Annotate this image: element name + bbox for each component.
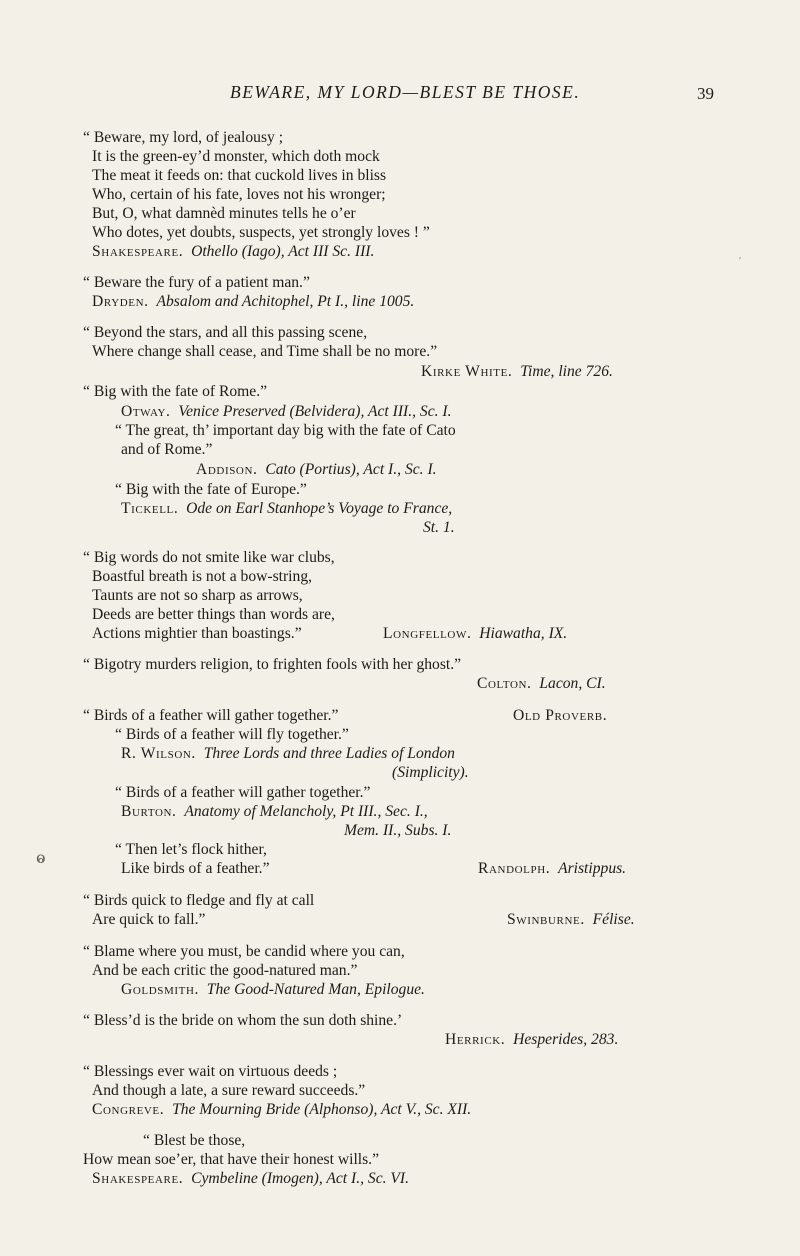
attribution-author: R. Wilson. [121,745,196,762]
running-head: BEWARE, MY LORD—BLEST BE THOSE. [230,82,581,102]
attribution-author: Congreve. [92,1101,165,1118]
attribution-author: Shakespeare. [92,1170,184,1187]
attribution-work: Three Lords and three Ladies of London [203,745,455,762]
attribution-work: Hesperides, 283. [513,1031,619,1048]
attribution [383,624,567,644]
attribution [477,674,606,694]
attribution [92,292,414,312]
quote-line: “ The great, th’ important day big with the fate of Cato [115,422,456,439]
attribution-author: Addison. [196,461,258,478]
attribution [445,1030,618,1050]
quote-line: “ Big with the fate of Rome.” [83,383,268,400]
attribution [421,362,613,382]
attribution-work: The Mourning Bride (Alphonso), Act V., Sc. XII. [172,1101,472,1118]
attribution [507,910,635,930]
quote-line: And though a late, a sure reward succeeds.” [92,1082,366,1099]
quote-line: Who, certain of his fate, loves not his wronger; [92,186,386,203]
quote-line: “ Beware, my lord, of jealousy ; [83,129,284,146]
attribution [121,744,455,764]
quote-line: But, O, what damnèd minutes tells he o’er [92,205,356,222]
quote-line: “ Beware the fury of a patient man.” [83,274,310,291]
attribution-work: Hiawatha, IX. [479,625,568,642]
attribution-author: Old Proverb. [513,707,608,724]
quote-line: “ Big with the fate of Europe.” [115,481,307,498]
quote-line: “ Birds of a feather will gather together.” [115,784,371,801]
quote-line: “ Blessings ever wait on virtuous deeds ; [83,1063,338,1080]
quote-line: Actions mightier than boastings.” [92,625,302,642]
attribution [92,242,374,262]
attribution [121,980,425,1000]
quote-line: and of Rome.” [121,441,213,458]
quote-line: Boastful breath is not a bow-string, [92,568,313,585]
quote-line: Are quick to fall.” [92,911,206,928]
attribution-work: Aristippus. [558,860,627,877]
attribution-author: Randolph. [478,860,551,877]
attribution-work-cont: (Simplicity). [392,764,469,781]
attribution-author: Burton. [121,803,177,820]
attribution-author: Kirke White. [421,363,513,380]
attribution [478,859,626,879]
quote-line: Taunts are not so sharp as arrows, [92,587,303,604]
quote-line: It is the green-ey’d monster, which doth mock [92,148,380,165]
attribution-work: Absalom and Achitophel, Pt I., line 1005. [156,293,415,310]
quote-line: “ Birds of a feather will gather together.” [83,707,339,724]
attribution-work-cont: Mem. II., Subs. I. [344,822,452,839]
attribution-author: Herrick. [445,1031,506,1048]
attribution [121,402,452,422]
attribution-work-cont: St. 1. [423,519,455,536]
attribution [121,499,452,519]
quote-line: “ Beyond the stars, and all this passing scene, [83,324,368,341]
attribution-author: Longfellow. [383,625,472,642]
attribution-work: Venice Preserved (Belvidera), Act III., Sc. I. [178,403,452,420]
quote-line: “ Blest be those, [143,1132,246,1149]
attribution-author: Dryden. [92,293,149,310]
quote-line: The meat it feeds on: that cuckold lives in bliss [92,167,387,184]
quote-line: “ Bless’d is the bride on whom the sun doth shine.’ [83,1012,403,1029]
attribution-author: Colton. [477,675,532,692]
quote-line: How mean soe’er, that have their honest wills.” [83,1151,379,1168]
edge-tick-mark: ′ [739,256,742,267]
attribution-work: Cymbeline (Imogen), Act I., Sc. VI. [191,1170,410,1187]
attribution-work: Félise. [592,911,635,928]
margin-pencil-mark: ⱺ [36,850,46,867]
quote-line: “ Big words do not smite like war clubs, [83,549,335,566]
attribution-work: Cato (Portius), Act I., Sc. I. [265,461,437,478]
quote-line: And be each critic the good-natured man.” [92,962,358,979]
attribution-work: The Good-Natured Man, Epilogue. [206,981,425,998]
quote-line: Like birds of a feather.” [121,860,270,877]
attribution-work: Ode on Earl Stanhope’s Voyage to France, [186,500,453,517]
attribution [92,1169,409,1189]
attribution-author: Goldsmith. [121,981,199,998]
attribution [92,1100,471,1120]
attribution-author: Shakespeare. [92,243,184,260]
quote-line: Deeds are better things than words are, [92,606,335,623]
attribution-author: Otway. [121,403,171,420]
attribution-author: Tickell. [121,500,179,517]
attribution [196,460,437,480]
quote-line: “ Blame where you must, be candid where you can, [83,943,405,960]
attribution [121,802,428,822]
quote-line: “ Birds quick to fledge and fly at call [83,892,315,909]
attribution-work: Anatomy of Melancholy, Pt III., Sec. I., [184,803,428,820]
quote-line: Where change shall cease, and Time shall be no more.” [92,343,438,360]
attribution-work: Lacon, CI. [539,675,606,692]
quote-line: “ Then let’s flock hither, [115,841,267,858]
quote-line: Who dotes, yet doubts, suspects, yet strongly loves ! ” [92,224,430,241]
attribution-work: Othello (Iago), Act III Sc. III. [191,243,375,260]
quote-line: “ Birds of a feather will fly together.” [115,726,349,743]
quote-line: “ Bigotry murders religion, to frighten fools with her ghost.” [83,656,462,673]
attribution-author: Swinburne. [507,911,585,928]
page-number: 39 [697,84,714,103]
attribution-work: Time, line 726. [520,363,613,380]
